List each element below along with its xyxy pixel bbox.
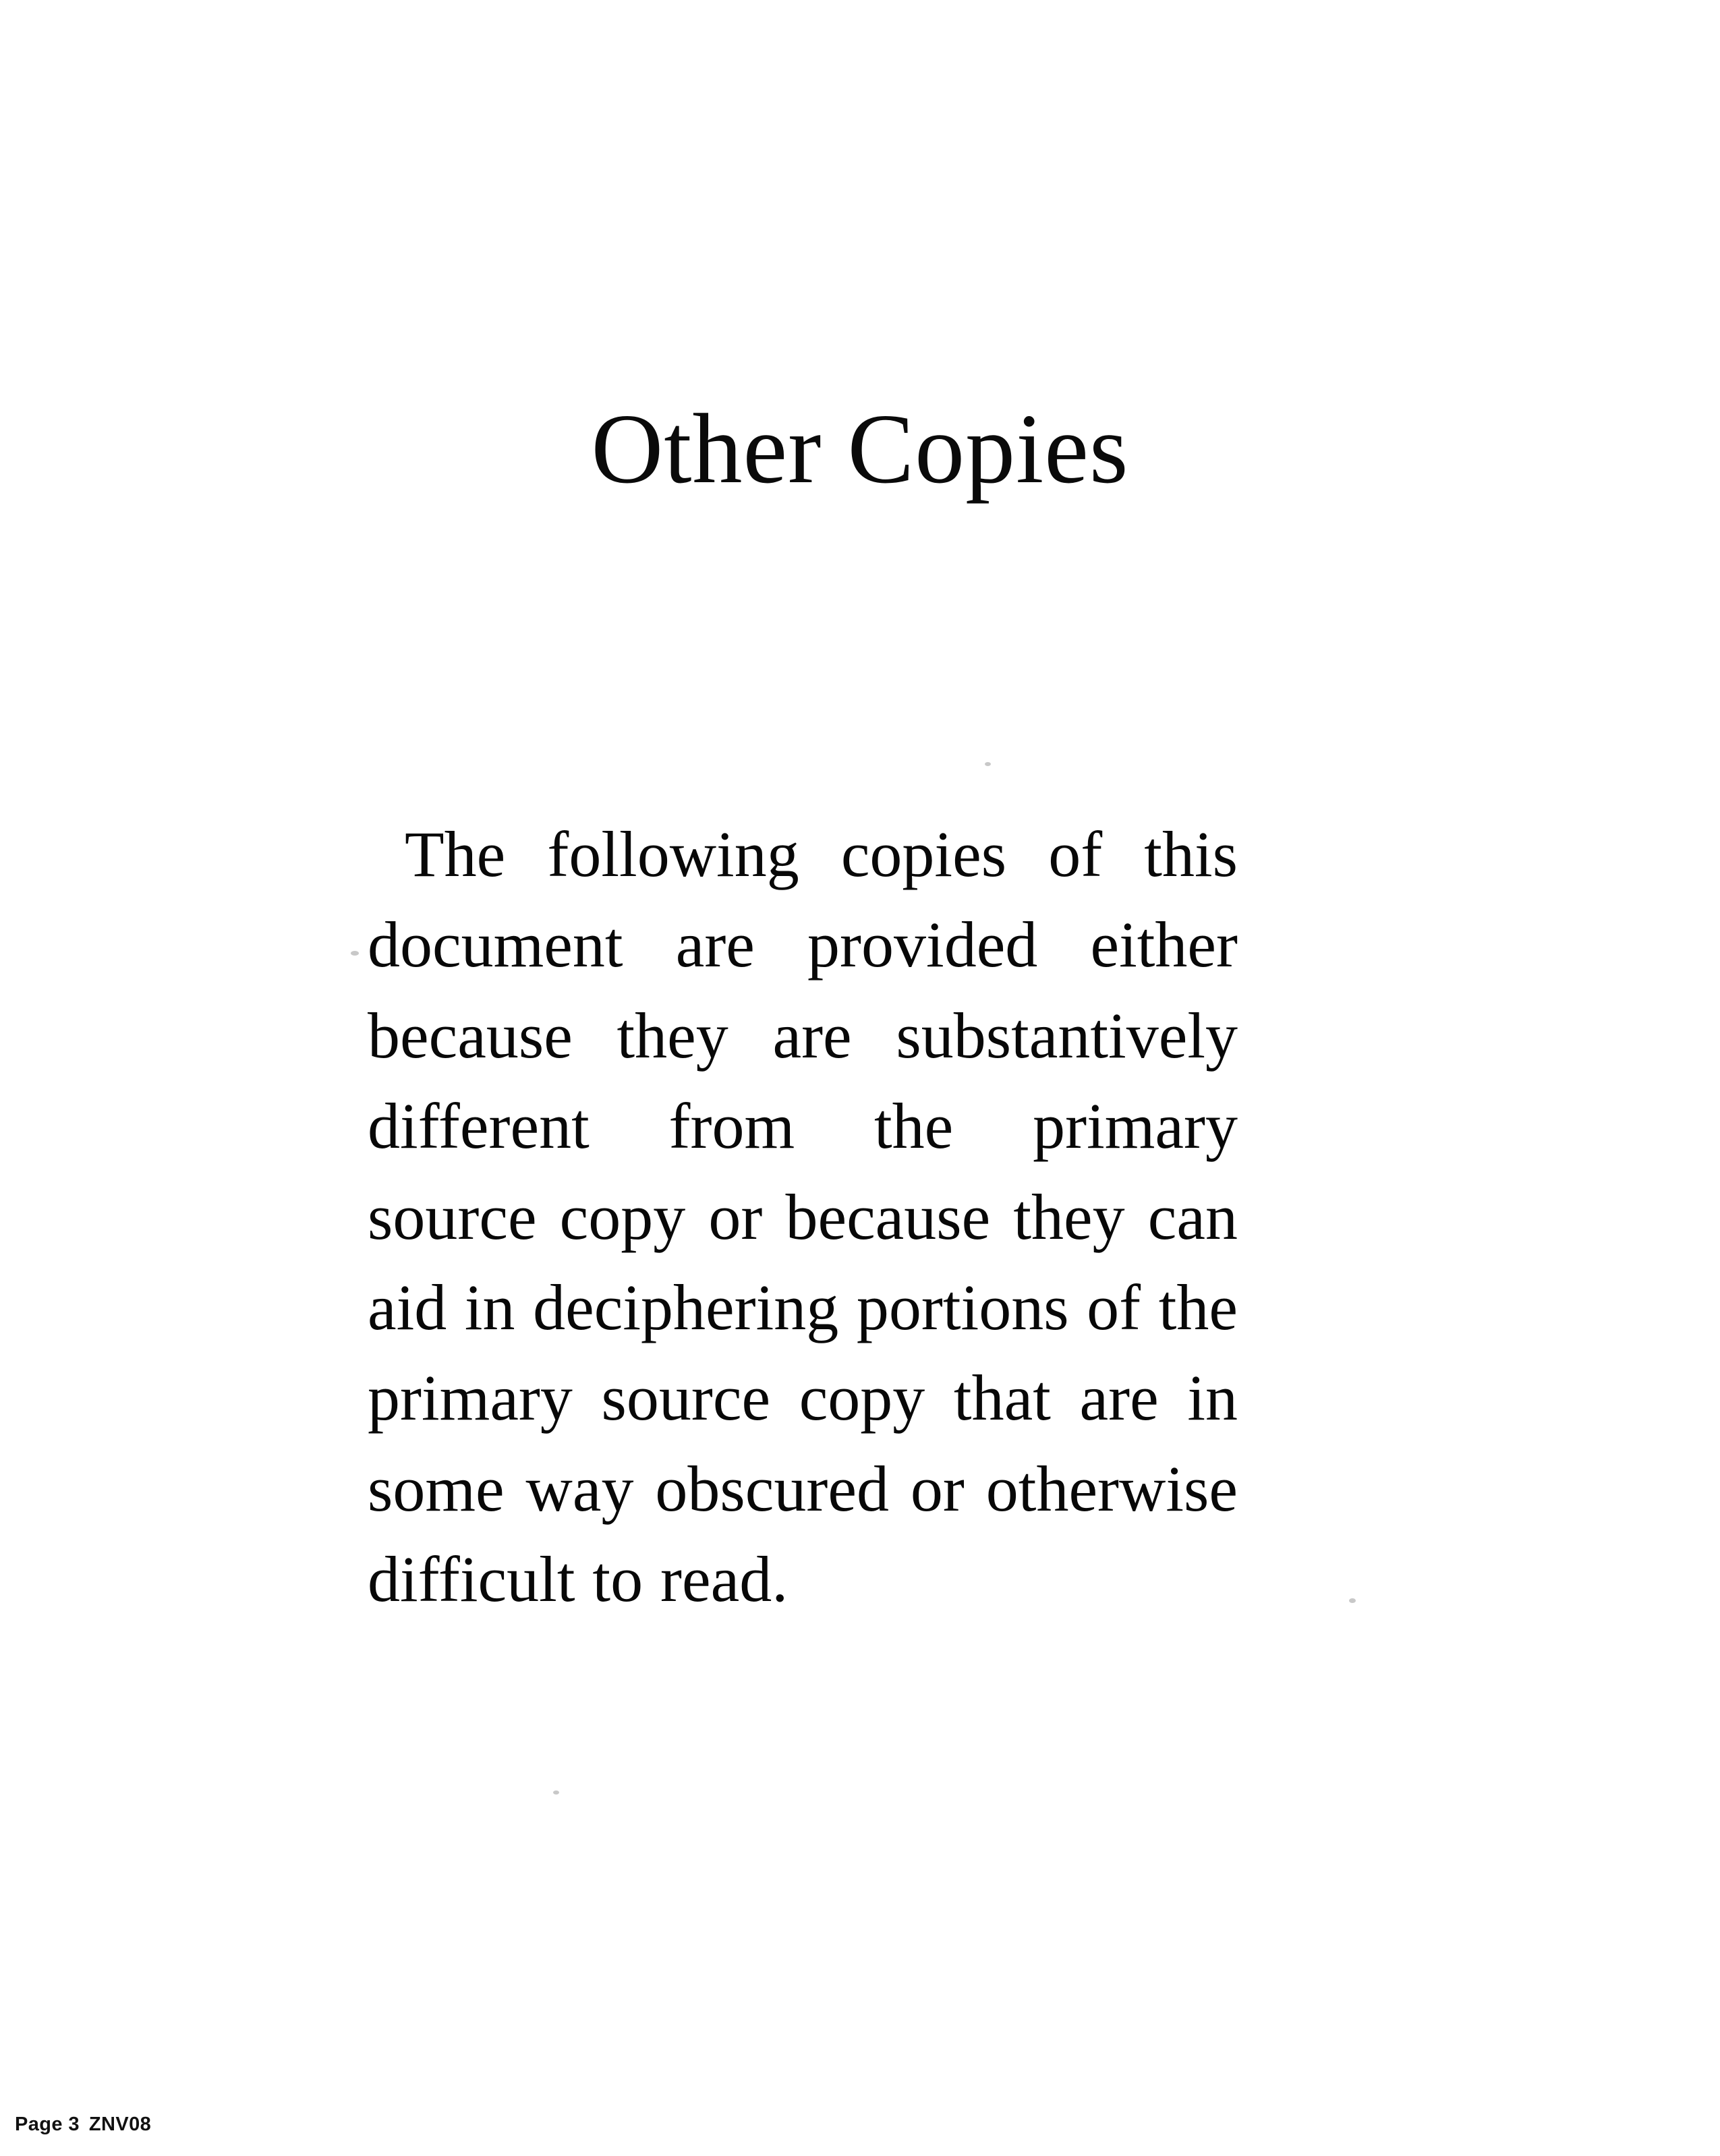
page-title: Other Copies (591, 394, 1129, 505)
scan-speck-icon (1349, 1598, 1356, 1603)
body-text-block (368, 809, 1238, 1625)
footer-document-id: ZNV08 (88, 2114, 152, 2135)
footer-page-label: Page 3 (15, 2114, 80, 2135)
scan-speck-icon (553, 1790, 559, 1795)
scan-speck-icon (351, 951, 359, 956)
page-footer (15, 2114, 151, 2136)
body-paragraph: The following copies of this document are provided either because they are substantively different from the primary source copy or because they can aid in deciphering portions of the primary source copy that are in some way obscured or otherwise difficult to read. (368, 818, 1238, 1616)
scan-speck-icon (985, 762, 991, 766)
